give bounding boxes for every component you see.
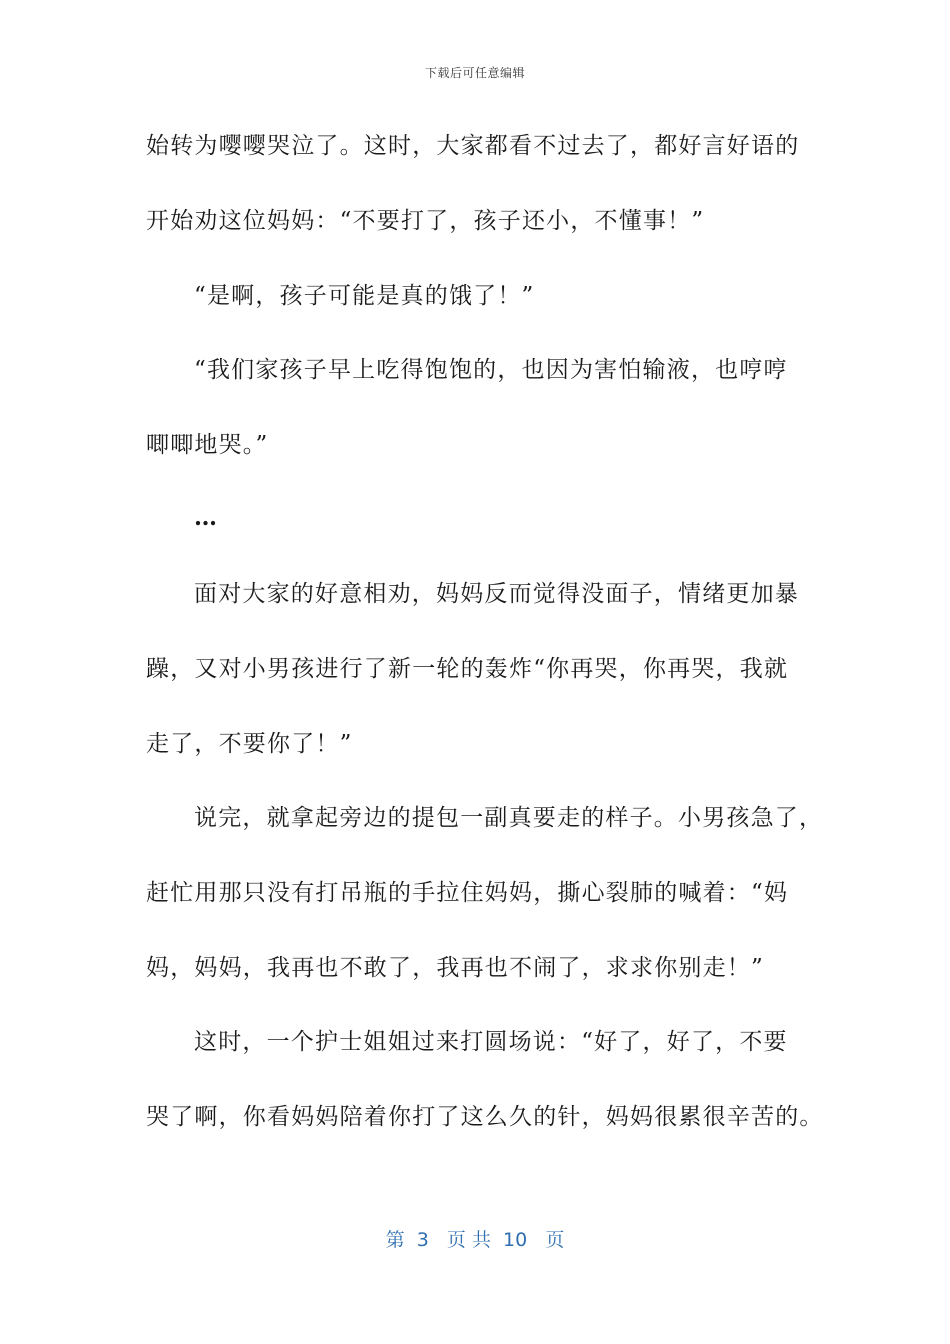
- page-number-footer: 第 3 页 共 10 页: [385, 1229, 565, 1251]
- text-line: 走了，不要你了！”: [146, 731, 353, 757]
- text-line: 哭了啊，你看妈妈陪着你打了这么久的针，妈妈很累很辛苦的。: [146, 1104, 824, 1130]
- text-line: “我们家孩子早上吃得饱饱的，也因为害怕输液，也哼哼: [194, 357, 788, 383]
- text-line: 开始劝这位妈妈：“不要打了，孩子还小，不懂事！”: [146, 208, 705, 234]
- text-line: 赶忙用那只没有打吊瓶的手拉住妈妈，撕心裂肺的喊着：“妈: [146, 880, 789, 906]
- page-header: 下载后可任意编辑: [424, 66, 525, 80]
- ellipsis-line: …: [194, 504, 219, 531]
- text-line: 面对大家的好意相劝，妈妈反而觉得没面子，情绪更加暴: [194, 581, 799, 607]
- text-line: 说完，就拿起旁边的提包一副真要走的样子。小男孩急了，: [194, 805, 824, 831]
- text-line: 始转为嘤嘤哭泣了。这时，大家都看不过去了，都好言好语的: [146, 133, 800, 159]
- text-line: 妈，妈妈，我再也不敢了，我再也不闹了，求求你别走！”: [146, 955, 764, 981]
- text-line: “是啊，孩子可能是真的饿了！”: [194, 283, 535, 309]
- text-line: 这时，一个护士姐姐过来打圆场说：“好了，好了，不要: [194, 1029, 788, 1055]
- text-line: 唧唧地哭。”: [146, 432, 269, 458]
- text-line: 躁，又对小男孩进行了新一轮的轰炸“你再哭，你再哭，我就: [146, 656, 789, 682]
